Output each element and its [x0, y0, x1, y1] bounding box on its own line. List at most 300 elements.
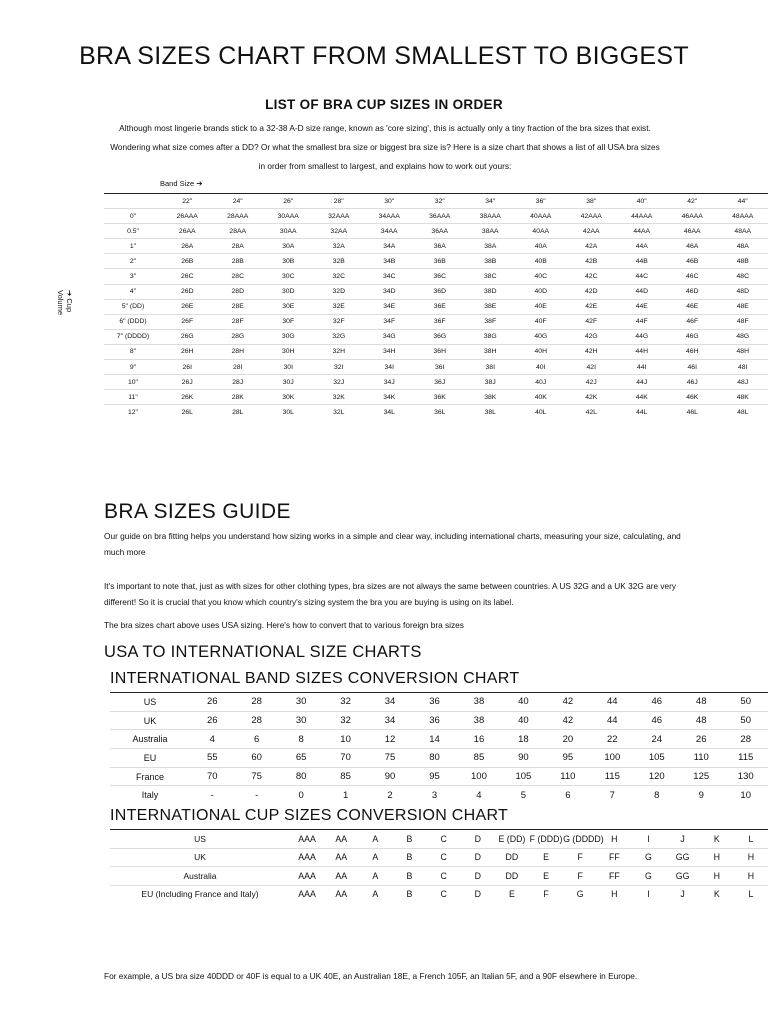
band-row [110, 749, 768, 768]
table-cell: 28 [723, 730, 768, 749]
table-cell: 125 [679, 767, 723, 786]
size-cell: 30AA [263, 224, 314, 239]
size-cell: 28H [213, 344, 264, 359]
table-cell: F [563, 867, 597, 886]
size-cell: 28L [213, 405, 264, 420]
table-row [104, 360, 768, 375]
table-cell: A [358, 848, 392, 867]
table-cell: 8 [635, 786, 679, 804]
size-cell: 42A [566, 239, 617, 254]
size-cell: 30C [263, 269, 314, 284]
table-cell: 26 [679, 730, 723, 749]
table-cell: 65 [279, 749, 323, 768]
size-cell: 32K [314, 390, 365, 405]
table-cell: E [529, 848, 563, 867]
table-cell: 40 [501, 711, 545, 730]
table-cell: 16 [457, 730, 501, 749]
size-cell: 26K [162, 390, 213, 405]
size-cell: 48C [718, 269, 768, 284]
size-cell: 26L [162, 405, 213, 420]
size-cell: 40L [516, 405, 567, 420]
size-cell: 30D [263, 284, 314, 299]
table-cell: C [427, 867, 461, 886]
size-cell: 32C [314, 269, 365, 284]
size-cell: 26AA [162, 224, 213, 239]
size-cell: 46J [667, 375, 718, 390]
size-cell: 28AAA [213, 209, 264, 224]
cup-volume-cell: 0" [104, 209, 162, 224]
size-cell: 38H [465, 344, 516, 359]
row-label-cell: EU (Including France and Italy) [110, 885, 290, 903]
size-cell: 26G [162, 329, 213, 344]
table-cell: 110 [546, 767, 590, 786]
size-cell: 42H [566, 344, 617, 359]
size-cell: 30L [263, 405, 314, 420]
size-cell: 44J [617, 375, 668, 390]
table-cell: 70 [323, 749, 367, 768]
size-cell: 36A [415, 239, 466, 254]
table-cell: H [734, 848, 768, 867]
table-cell: AA [324, 867, 358, 886]
cup-row [110, 830, 768, 849]
row-label-cell: US [110, 693, 190, 712]
table-cell: I [631, 830, 665, 849]
band-header-cell: 28" [314, 194, 365, 209]
size-cell: 44D [617, 284, 668, 299]
table-cell: 90 [368, 767, 412, 786]
table-cell: 28 [234, 693, 278, 712]
size-cell: 42B [566, 254, 617, 269]
table-cell: 38 [457, 711, 501, 730]
size-cell: 34I [364, 360, 415, 375]
table-cell: AAA [290, 885, 324, 903]
table-cell: E (DD) [495, 830, 529, 849]
table-cell: 130 [723, 767, 768, 786]
table-cell: B [392, 830, 426, 849]
size-cell: 30F [263, 314, 314, 329]
size-cell: 46A [667, 239, 718, 254]
table-cell: 110 [679, 749, 723, 768]
table-row [104, 344, 768, 359]
cup-volume-cell: 4" [104, 284, 162, 299]
table-cell: GG [666, 848, 700, 867]
size-cell: 28D [213, 284, 264, 299]
band-row [110, 730, 768, 749]
table-row [104, 284, 768, 299]
size-cell: 40K [516, 390, 567, 405]
table-cell: 70 [190, 767, 234, 786]
size-cell: 44K [617, 390, 668, 405]
size-cell: 44AAA [617, 209, 668, 224]
size-cell: 28I [213, 360, 264, 375]
table-cell: 36 [412, 693, 456, 712]
table-cell: D [461, 867, 495, 886]
table-cell: D [461, 885, 495, 903]
size-cell: 36K [415, 390, 466, 405]
cup-volume-cell: 0.5" [104, 224, 162, 239]
size-cell: 38G [465, 329, 516, 344]
row-label-cell: UK [110, 711, 190, 730]
band-conversion-heading: INTERNATIONAL BAND SIZES CONVERSION CHART [110, 670, 520, 687]
size-cell: 34E [364, 299, 415, 314]
band-header-cell: 36" [516, 194, 567, 209]
table-cell: F [529, 885, 563, 903]
cup-row [110, 885, 768, 903]
table-cell: C [427, 830, 461, 849]
table-cell: 6 [546, 786, 590, 804]
size-cell: 32AA [314, 224, 365, 239]
size-cell: 40I [516, 360, 567, 375]
size-cell: 38C [465, 269, 516, 284]
row-label-cell: US [110, 830, 290, 849]
size-cell: 42AA [566, 224, 617, 239]
cup-conversion-table [110, 829, 768, 903]
size-cell: 46C [667, 269, 718, 284]
table-cell: 12 [368, 730, 412, 749]
size-cell: 36D [415, 284, 466, 299]
table-cell: 34 [368, 693, 412, 712]
size-cell: 34D [364, 284, 415, 299]
size-cell: 38B [465, 254, 516, 269]
size-cell: 42I [566, 360, 617, 375]
size-cell: 34AAA [364, 209, 415, 224]
table-cell: 42 [546, 711, 590, 730]
table-cell: 4 [190, 730, 234, 749]
cup-volume-cell: 5" (DD) [104, 299, 162, 314]
band-header-cell: 38" [566, 194, 617, 209]
size-cell: 32F [314, 314, 365, 329]
table-cell: 40 [501, 693, 545, 712]
table-cell: 4 [457, 786, 501, 804]
table-cell: 20 [546, 730, 590, 749]
size-cell: 34F [364, 314, 415, 329]
table-cell: 42 [546, 693, 590, 712]
table-cell: 50 [723, 693, 768, 712]
band-row [110, 786, 768, 804]
size-cell: 44A [617, 239, 668, 254]
size-cell: 38AAA [465, 209, 516, 224]
table-cell: G (DDDD) [563, 830, 597, 849]
table-cell: 44 [590, 693, 634, 712]
table-cell: AAA [290, 867, 324, 886]
size-cell: 26B [162, 254, 213, 269]
bra-size-chart-table [104, 193, 768, 419]
size-cell: 36E [415, 299, 466, 314]
table-row [104, 269, 768, 284]
cup-volume-cell: 7" (DDDD) [104, 329, 162, 344]
table-row [104, 209, 768, 224]
size-cell: 36L [415, 405, 466, 420]
size-cell: 44B [617, 254, 668, 269]
size-cell: 36F [415, 314, 466, 329]
table-cell: H [734, 867, 768, 886]
size-cell: 32H [314, 344, 365, 359]
size-cell: 26D [162, 284, 213, 299]
size-cell: 36I [415, 360, 466, 375]
size-cell: 28C [213, 269, 264, 284]
size-cell: 40E [516, 299, 567, 314]
table-cell: 48 [679, 711, 723, 730]
size-cell: 44H [617, 344, 668, 359]
table-cell: 24 [635, 730, 679, 749]
size-cell: 32J [314, 375, 365, 390]
row-label-cell: Australia [110, 730, 190, 749]
band-row [110, 711, 768, 730]
band-header-cell: 34" [465, 194, 516, 209]
size-cell: 40AA [516, 224, 567, 239]
size-cell: 44E [617, 299, 668, 314]
table-cell: 50 [723, 711, 768, 730]
table-cell: 95 [546, 749, 590, 768]
table-cell: D [461, 848, 495, 867]
size-cell: 46K [667, 390, 718, 405]
table-cell: 85 [457, 749, 501, 768]
size-cell: 34AA [364, 224, 415, 239]
cup-row [110, 867, 768, 886]
size-cell: 36C [415, 269, 466, 284]
intro-paragraph: Although most lingerie brands stick to a 32-38 A-D size range, known as 'core sizing', this is actually only a tiny fraction of the bra sizes that exist. Wondering what size comes after a DD? Or what the smallest bra size or biggest bra size is? Here is a size chart that shows a list of all USA bra sizes in order from smallest to largest, and explains how to work out yours: [110, 123, 660, 171]
size-cell: 42K [566, 390, 617, 405]
cup-axis-label-line2: Volume [56, 290, 65, 316]
table-cell: FF [597, 867, 631, 886]
table-cell: H [700, 867, 734, 886]
size-cell: 42C [566, 269, 617, 284]
table-row [104, 224, 768, 239]
guide-paragraph-3: The bra sizes chart above uses USA sizing. Here's how to convert that to various foreign bra sizes [104, 620, 464, 630]
cup-volume-cell: 12" [104, 405, 162, 420]
size-cell: 26E [162, 299, 213, 314]
cup-volume-cell: 3" [104, 269, 162, 284]
table-cell: 8 [279, 730, 323, 749]
size-cell: 48I [718, 360, 768, 375]
size-cell: 38F [465, 314, 516, 329]
table-row [104, 375, 768, 390]
table-cell: 80 [412, 749, 456, 768]
size-cell: 38J [465, 375, 516, 390]
size-cell: 28G [213, 329, 264, 344]
cup-volume-cell: 1" [104, 239, 162, 254]
cup-axis-label-line1: ➔ Cup [65, 290, 74, 313]
size-cell: 28J [213, 375, 264, 390]
size-cell: 28K [213, 390, 264, 405]
table-cell: 36 [412, 711, 456, 730]
table-cell: AAA [290, 848, 324, 867]
table-row [104, 405, 768, 420]
table-cell: L [734, 830, 768, 849]
table-cell: 46 [635, 711, 679, 730]
size-cell: 32I [314, 360, 365, 375]
cup-volume-cell: 9" [104, 360, 162, 375]
size-cell: 40F [516, 314, 567, 329]
size-cell: 46L [667, 405, 718, 420]
table-cell: G [631, 848, 665, 867]
table-cell: 26 [190, 693, 234, 712]
size-cell: 26C [162, 269, 213, 284]
size-cell: 34J [364, 375, 415, 390]
table-cell: GG [666, 867, 700, 886]
band-header-row [104, 194, 768, 209]
size-cell: 30G [263, 329, 314, 344]
table-row [104, 239, 768, 254]
size-cell: 48K [718, 390, 768, 405]
size-cell: 38D [465, 284, 516, 299]
table-cell: AA [324, 830, 358, 849]
size-cell: 40G [516, 329, 567, 344]
table-cell: 75 [234, 767, 278, 786]
guide-paragraph-2: It's important to note that, just as with sizes for other clothing types, bra sizes are not always the same between countries. A US 32G and a UK 32G are very different! So it is crucial that you know which country's sizing system the bra you are buying is using on its label. [104, 581, 677, 607]
band-header-cell: 40" [617, 194, 668, 209]
size-cell: 46AAA [667, 209, 718, 224]
table-cell: C [427, 848, 461, 867]
size-cell: 26F [162, 314, 213, 329]
table-cell: 38 [457, 693, 501, 712]
size-cell: 48E [718, 299, 768, 314]
size-cell: 32L [314, 405, 365, 420]
size-cell: 34L [364, 405, 415, 420]
page-subtitle: LIST OF BRA CUP SIZES IN ORDER [265, 97, 503, 112]
size-cell: 34K [364, 390, 415, 405]
size-cell: 44F [617, 314, 668, 329]
table-cell: 7 [590, 786, 634, 804]
table-cell: J [666, 885, 700, 903]
table-cell: E [495, 885, 529, 903]
size-cell: 46H [667, 344, 718, 359]
table-cell: H [597, 830, 631, 849]
size-cell: 46I [667, 360, 718, 375]
band-row [110, 693, 768, 712]
size-cell: 48D [718, 284, 768, 299]
row-label-cell: Italy [110, 786, 190, 804]
table-cell: 32 [323, 693, 367, 712]
size-cell: 38K [465, 390, 516, 405]
table-cell: 28 [234, 711, 278, 730]
table-cell: 95 [412, 767, 456, 786]
table-cell: - [234, 786, 278, 804]
size-cell: 38AA [465, 224, 516, 239]
row-label-cell: EU [110, 749, 190, 768]
table-cell: 90 [501, 749, 545, 768]
table-cell: 1 [323, 786, 367, 804]
cup-volume-cell: 2" [104, 254, 162, 269]
size-cell: 48A [718, 239, 768, 254]
size-cell: 40D [516, 284, 567, 299]
guide-heading: BRA SIZES GUIDE [104, 500, 291, 523]
row-label-cell: Australia [110, 867, 290, 886]
table-cell: B [392, 848, 426, 867]
size-cell: 46D [667, 284, 718, 299]
table-cell: 80 [279, 767, 323, 786]
cup-volume-cell: 8" [104, 344, 162, 359]
table-row [104, 329, 768, 344]
band-header-cell: 26" [263, 194, 314, 209]
band-header-cell: 42" [667, 194, 718, 209]
size-cell: 26AAA [162, 209, 213, 224]
page-title: BRA SIZES CHART FROM SMALLEST TO BIGGEST [79, 42, 689, 70]
table-cell: 115 [590, 767, 634, 786]
table-cell: 30 [279, 711, 323, 730]
table-cell: 32 [323, 711, 367, 730]
table-cell: F (DDD) [529, 830, 563, 849]
table-cell: 34 [368, 711, 412, 730]
table-cell: F [563, 848, 597, 867]
size-cell: 32AAA [314, 209, 365, 224]
size-cell: 44C [617, 269, 668, 284]
size-cell: 46E [667, 299, 718, 314]
size-cell: 44AA [617, 224, 668, 239]
row-label-cell: UK [110, 848, 290, 867]
size-cell: 30K [263, 390, 314, 405]
table-cell: 55 [190, 749, 234, 768]
table-cell: 30 [279, 693, 323, 712]
size-cell: 34C [364, 269, 415, 284]
size-cell: 40A [516, 239, 567, 254]
table-cell: C [427, 885, 461, 903]
table-row [104, 314, 768, 329]
size-cell: 40C [516, 269, 567, 284]
size-cell: 38L [465, 405, 516, 420]
table-cell: 3 [412, 786, 456, 804]
table-cell: DD [495, 848, 529, 867]
table-cell: 46 [635, 693, 679, 712]
table-cell: 26 [190, 711, 234, 730]
table-cell: J [666, 830, 700, 849]
size-cell: 26I [162, 360, 213, 375]
table-cell: - [190, 786, 234, 804]
size-cell: 32B [314, 254, 365, 269]
size-cell: 48G [718, 329, 768, 344]
size-cell: 40AAA [516, 209, 567, 224]
table-cell: 44 [590, 711, 634, 730]
size-cell: 44L [617, 405, 668, 420]
table-cell: 85 [323, 767, 367, 786]
size-cell: 36H [415, 344, 466, 359]
table-cell: 0 [279, 786, 323, 804]
size-cell: 34G [364, 329, 415, 344]
table-row [104, 390, 768, 405]
band-conversion-table [110, 692, 768, 804]
size-cell: 46F [667, 314, 718, 329]
size-cell: 26H [162, 344, 213, 359]
cup-volume-axis-label [56, 290, 74, 320]
band-size-label: Band Size ➔ [160, 179, 203, 188]
row-label-cell: France [110, 767, 190, 786]
cup-volume-cell: 10" [104, 375, 162, 390]
table-cell: A [358, 867, 392, 886]
band-header-cell: 30" [364, 194, 415, 209]
cup-conversion-heading: INTERNATIONAL CUP SIZES CONVERSION CHART [110, 807, 509, 824]
table-cell: K [700, 885, 734, 903]
size-cell: 30AAA [263, 209, 314, 224]
size-cell: 32D [314, 284, 365, 299]
table-cell: A [358, 830, 392, 849]
size-cell: 36J [415, 375, 466, 390]
cup-row [110, 848, 768, 867]
table-cell: E [529, 867, 563, 886]
guide-paragraph-1: Our guide on bra fitting helps you understand how sizing works in a simple and clear way, including international charts, measuring your size, calculating, and much more [104, 531, 681, 557]
table-cell: D [461, 830, 495, 849]
size-cell: 34A [364, 239, 415, 254]
size-cell: 30B [263, 254, 314, 269]
table-cell: 100 [457, 767, 501, 786]
table-cell: AA [324, 885, 358, 903]
table-cell: 6 [234, 730, 278, 749]
size-cell: 40B [516, 254, 567, 269]
size-cell: 48AAA [718, 209, 768, 224]
table-cell: 60 [234, 749, 278, 768]
size-cell: 34B [364, 254, 415, 269]
table-cell: 10 [723, 786, 768, 804]
size-cell: 34H [364, 344, 415, 359]
